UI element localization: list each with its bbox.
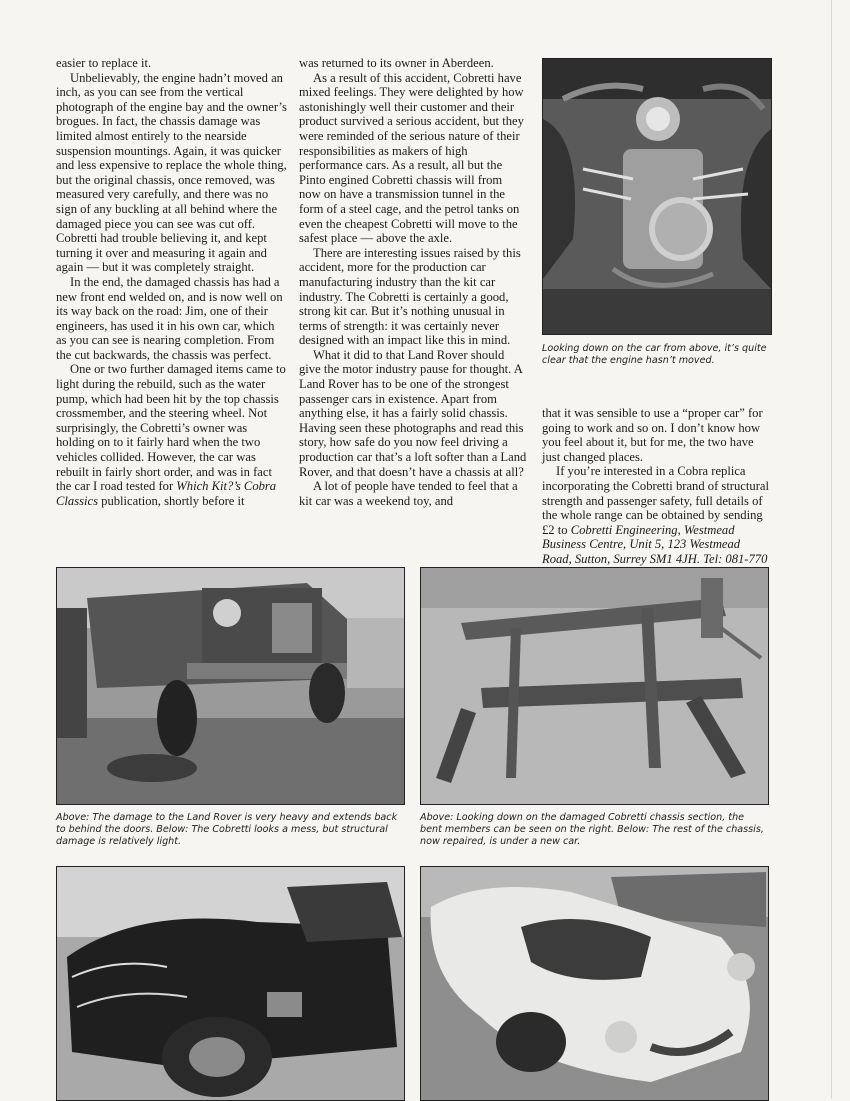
- page-fold-line: [831, 0, 832, 1099]
- text-column-3: [542, 406, 772, 581]
- paragraph-text: One or two further damaged items came to light during the rebuild, such as the water pump, which had been hit by the top chassis crossmember, and the steering wheel. Not surprisingly, the Cobretti’s owner was holding on to it fairly hard when the two vehicles collided. However, the car was rebuilt in fairly short order, and was in fact the car I road tested for: [56, 362, 286, 494]
- land-rover-damage-photo: [56, 567, 405, 805]
- paragraph: easier to replace it.: [56, 56, 152, 70]
- paragraph: What it did to that Land Rover should give the motor industry pause for thought. A Land Rover has to be one of the strongest passenger cars in existence. Apart from anything else, it has a fairly solid chassis. Having seen these photographs and read this story, how safe do you now feel driving a production car that’s a loft softer than a Land Rover, and that doesn’t have a chassis at all?: [299, 347, 527, 479]
- paragraph: was returned to its owner in Aberdeen.: [299, 56, 494, 70]
- contact-address: Cobretti Engineering, Westmead Business Centre, Unit 5, 123 Westmead Road, Sutton, Surrey SM1 4JH. Tel: 081-770: [542, 522, 768, 566]
- paragraph-text: publication, shortly before it: [98, 493, 245, 508]
- paragraph: that it was sensible to use a “proper car” for going to work and so on. I don’t know how you feel about it, but for me, the two have just changed places.: [542, 406, 763, 464]
- paragraph: [542, 464, 772, 581]
- paragraph-text: If you’re interested in a Cobra replica incorporating the Cobretti brand of structural strength and passenger safety, full details of the whole range can be obtained by sending £2 to: [542, 464, 769, 537]
- paragraph: In the end, the damaged chassis has had a new front end welded on, and is now well on its way back on the road: Jim, one of their engineers, has used it in his own car, which as you can see is nearing completion. From the cut backwards, the chassis was perfect.: [56, 274, 283, 362]
- paragraph: As a result of this accident, Cobretti have mixed feelings. They were delighted by how astonishingly well their customer and their product survived a serious accident, but they were reminded of the serious nature of their responsibilities as makers of high performance cars. As a result, all but the Pinto engined Cobretti chassis will from now on have a transmission tunnel in the form of a steel cage, and the petrol tanks on even the cheapest Cobretti will move to the safest place — above the axle.: [299, 70, 524, 246]
- engine-bay-photo: [542, 58, 772, 335]
- paragraph: A lot of people have tended to feel that a kit car was a weekend toy, and: [299, 479, 518, 508]
- engine-photo-caption: Looking down on the car from above, it’s quite clear that the engine hasn’t moved.: [542, 343, 767, 366]
- new-car-on-repaired-chassis-photo: [420, 866, 769, 1101]
- right-photos-caption: Above: Looking down on the damaged Cobretti chassis section, the bent members can be seen on the right. Below: The rest of the chassis, now repaired, is under a new car.: [420, 812, 764, 847]
- paragraph: [56, 362, 288, 508]
- paragraph: Unbelievably, the engine hadn’t moved an inch, as you can see from the vertical photograph of the engine bay and the owner’s brogues. In fact, the chassis damage was limited almost entirely to the nearside suspension mountings. Again, it was quicker and less expensive to replace the whole thing, but the original chassis, once removed, was measured very carefully, and there was no sign of any buckling at all behind where the damaged piece you can see was cut off. Cobretti had trouble believing it, and kept turning it over and measuring it again and again — but it was completely straight.: [56, 70, 287, 275]
- damaged-chassis-photo: [420, 567, 769, 805]
- text-column-1: [56, 56, 288, 508]
- left-photos-caption: Above: The damage to the Land Rover is very heavy and extends back to behind the doors. Below: The Cobretti looks a mess, but structural damage is relatively light.: [56, 812, 398, 847]
- text-column-2: [299, 56, 527, 508]
- damaged-cobretti-photo: [56, 866, 405, 1101]
- publication-title: Which Kit?’s Cobra Classics: [56, 479, 277, 508]
- paragraph: There are interesting issues raised by this accident, more for the production car manufacturing industry than the kit car industry. The Cobretti is certainly a good, strong kit car. But it’s nothing unusual in terms of strength: it was certainly never designed with an impact like this in mind.: [299, 245, 521, 348]
